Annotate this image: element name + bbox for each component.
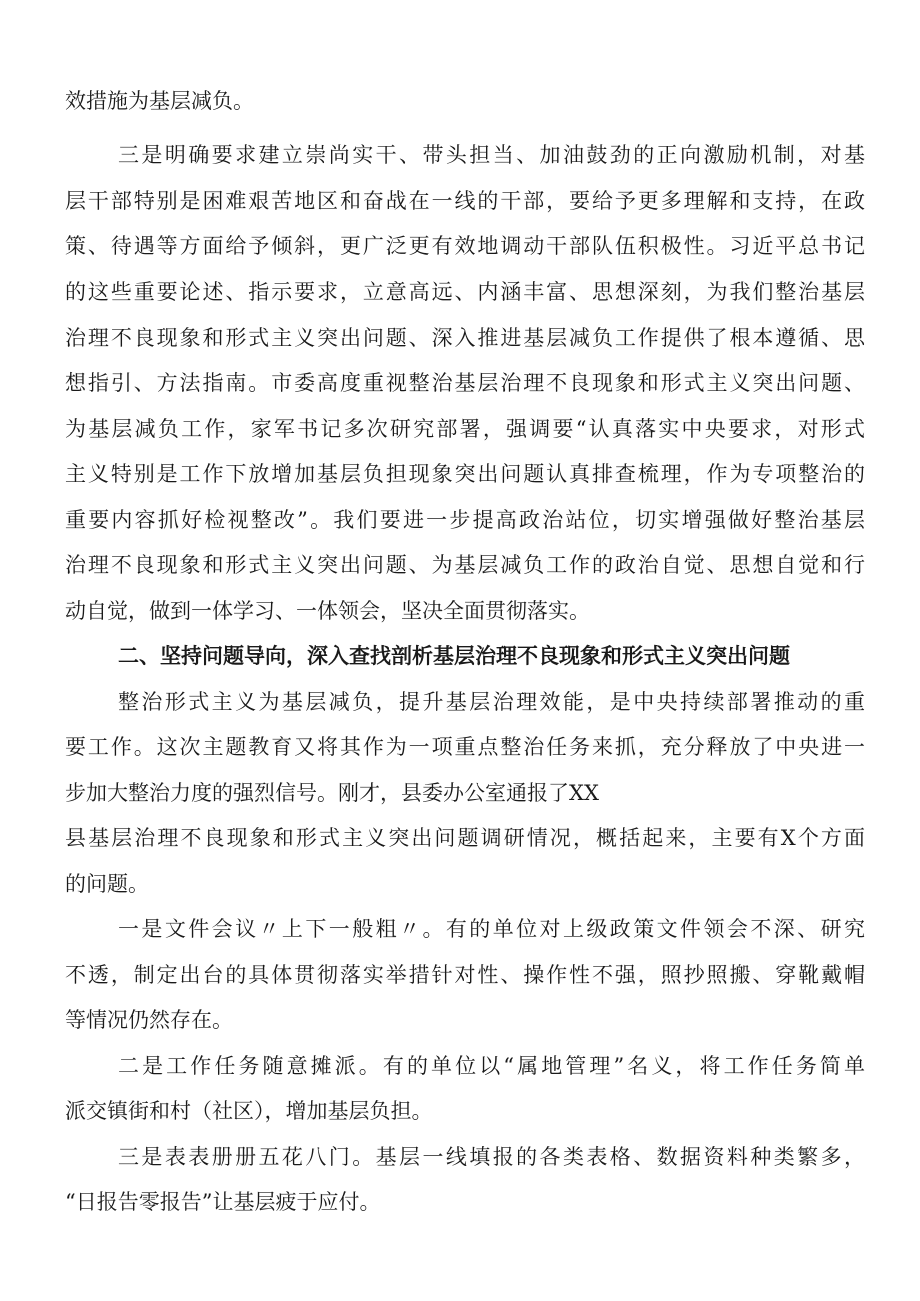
paragraph-line: 治理不良现象和形式主义突出问题、为基层减负工作的政治自觉、思想自觉和行 bbox=[65, 553, 865, 577]
paragraph-line: 的问题。 bbox=[65, 872, 149, 896]
paragraph-line: 二是工作任务随意摊派。有的单位以“属地管理”名义，将工作任务简单 bbox=[118, 1054, 865, 1078]
paragraph-line: 效措施为基层减负。 bbox=[65, 89, 254, 113]
paragraph-line: 的这些重要论述、指示要求，立意高远、内涵丰富、思想深刻，为我们整治基层 bbox=[65, 280, 865, 304]
paragraph-line: 县基层治理不良现象和形式主义突出问题调研情况，概括起来，主要有X个方面 bbox=[65, 826, 865, 850]
paragraph-line: 步加大整治力度的强烈信号。刚才，县委办公室通报了XX bbox=[65, 781, 599, 805]
paragraph-line: 重要内容抓好检视整改”。我们要进一步提高政治站位，切实增强做好整治基层 bbox=[65, 508, 865, 532]
paragraph-line: 三是表表册册五花八门。基层一线填报的各类表格、数据资料种类繁多， bbox=[118, 1145, 865, 1169]
paragraph-line: 要工作。这次主题教育又将其作为一项重点整治任务来抓，充分释放了中央进一 bbox=[65, 735, 865, 759]
paragraph-line: 动自觉，做到一体学习、一体领会，坚决全面贯彻落实。 bbox=[65, 599, 590, 623]
paragraph-line: 不透，制定出台的具体贯彻落实举措针对性、操作性不强，照抄照搬、穿靴戴帽 bbox=[65, 963, 865, 987]
section-heading: 二、坚持问题导向，深入查找剖析基层治理不良现象和形式主义突出问题 bbox=[118, 644, 790, 668]
paragraph-line: 一是文件会议〃上下一般粗〃。有的单位对上级政策文件领会不深、研究 bbox=[118, 917, 865, 941]
paragraph-line: 为基层减负工作，家军书记多次研究部署，强调要“认真落实中央要求，对形式 bbox=[65, 417, 865, 441]
paragraph-line: 治理不良现象和形式主义突出问题、深入推进基层减负工作提供了根本遵循、思 bbox=[65, 326, 865, 350]
paragraph-line: 想指引、方法指南。市委高度重视整治基层治理不良现象和形式主义突出问题、 bbox=[65, 371, 865, 395]
paragraph-line: 等情况仍然存在。 bbox=[65, 1008, 233, 1032]
paragraph-line: “日报告零报告”让基层疲于应付。 bbox=[65, 1190, 381, 1214]
paragraph-line: 策、待遇等方面给予倾斜，更广泛更有效地调动干部队伍积极性。习近平总书记 bbox=[65, 234, 865, 258]
paragraph-line: 三是明确要求建立崇尚实干、带头担当、加油鼓劲的正向激励机制，对基 bbox=[118, 143, 865, 167]
paragraph-line: 主义特别是工作下放增加基层负担现象突出问题认真排查梳理，作为专项整治的 bbox=[65, 462, 865, 486]
paragraph-line: 层干部特别是困难艰苦地区和奋战在一线的干部，要给予更多理解和支持，在政 bbox=[65, 189, 865, 213]
paragraph-line: 整治形式主义为基层减负，提升基层治理效能，是中央持续部署推动的重 bbox=[118, 690, 865, 714]
paragraph-line: 派交镇街和村（社区），增加基层负担。 bbox=[65, 1099, 433, 1123]
